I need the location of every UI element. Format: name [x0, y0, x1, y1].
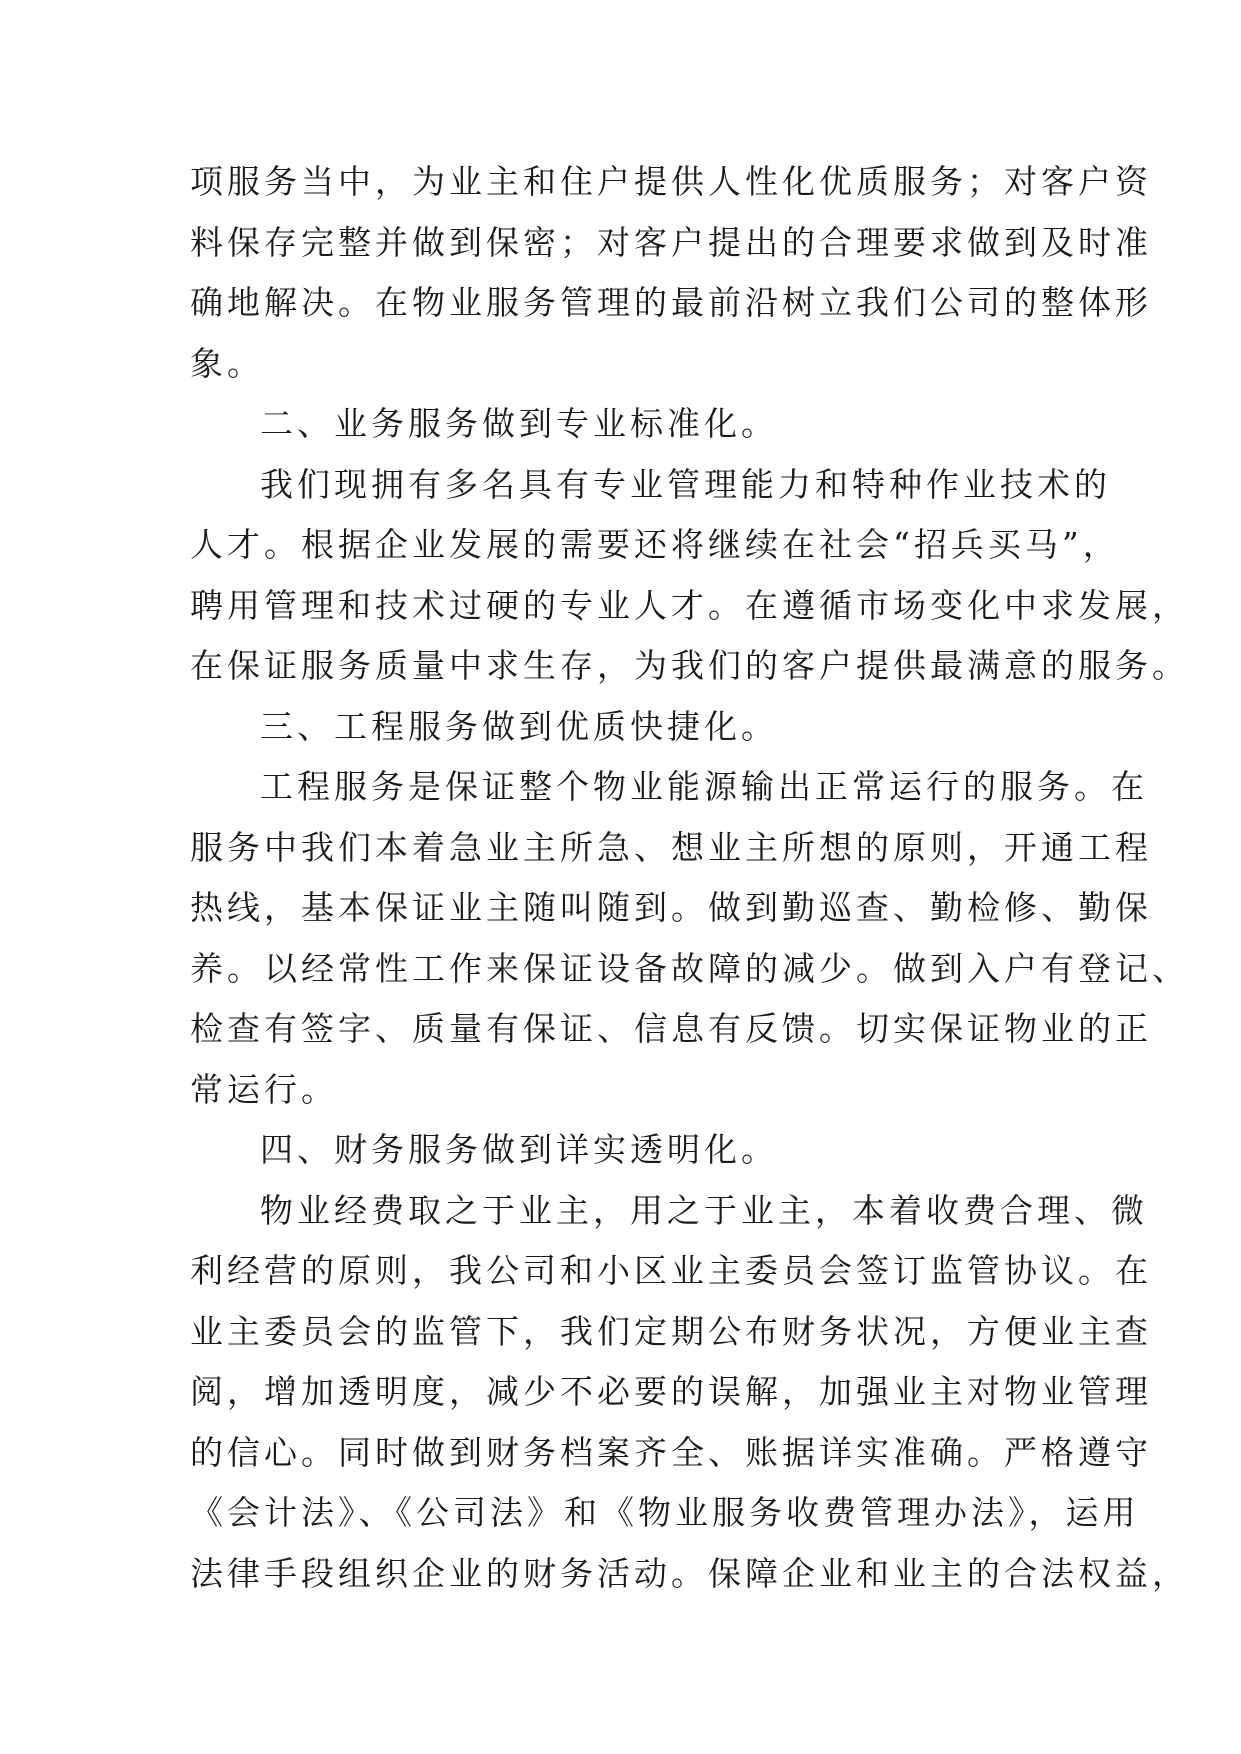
text-line: 聘用管理和技术过硬的专业人才。在遵循市场变化中求发展，	[190, 585, 1189, 625]
text-line: 养。以经常性工作来保证设备故障的减少。做到入户有登记、	[190, 948, 1189, 988]
paragraph-first-line: 工程服务是保证整个物业能源输出正常运行的服务。在	[260, 767, 1148, 806]
text-line: 法律手段组织企业的财务活动。保障企业和业主的合法权益，	[190, 1553, 1189, 1593]
text-line: 确地解决。在物业服务管理的最前沿树立我们公司的整体形	[190, 283, 1152, 322]
body-text	[190, 152, 1189, 1604]
paragraph-first-line: 我们现拥有多名具有专业管理能力和特种作业技术的	[260, 464, 1111, 504]
text-line: 料保存完整并做到保密；对客户提出的合理要求做到及时准	[190, 222, 1152, 262]
text-line: 象。	[190, 343, 264, 383]
text-line: 利经营的原则，我公司和小区业主委员会签订监管协议。在	[190, 1251, 1152, 1290]
text-line: 在保证服务质量中求生存，为我们的客户提供最满意的服务。	[190, 646, 1189, 685]
paragraph-first-line: 物业经费取之于业主，用之于业主，本着收费合理、微	[260, 1190, 1148, 1230]
text-line: 业主委员会的监管下，我们定期公布财务状况，方便业主查	[190, 1311, 1152, 1351]
text-line: 检查有签字、质量有保证、信息有反馈。切实保证物业的正	[190, 1009, 1152, 1048]
text-line: 服务中我们本着急业主所急、想业主所想的原则，开通工程	[190, 827, 1152, 867]
text-line: 热线，基本保证业主随叫随到。做到勤巡查、勤检修、勤保	[190, 888, 1152, 927]
text-line: 的信心。同时做到财务档案齐全、账据详实准确。严格遵守	[190, 1432, 1152, 1472]
paragraph-first-line: 三、工程服务做到优质快捷化。	[260, 706, 778, 746]
paragraph-first-line: 二、业务服务做到专业标准化。	[260, 404, 778, 443]
text-line: 项服务当中，为业主和住户提供人性化优质服务；对客户资	[190, 162, 1152, 201]
text-line: 人才。根据企业发展的需要还将继续在社会“招兵买马”，	[190, 525, 1120, 564]
text-line: 阅，增加透明度，减少不必要的误解，加强业主对物业管理	[190, 1372, 1152, 1411]
text-line: 《会计法》、《公司法》和《物业服务收费管理办法》，运用	[190, 1493, 1140, 1532]
paragraph-first-line: 四、财务服务做到详实透明化。	[260, 1130, 778, 1169]
text-line: 常运行。	[190, 1069, 338, 1109]
